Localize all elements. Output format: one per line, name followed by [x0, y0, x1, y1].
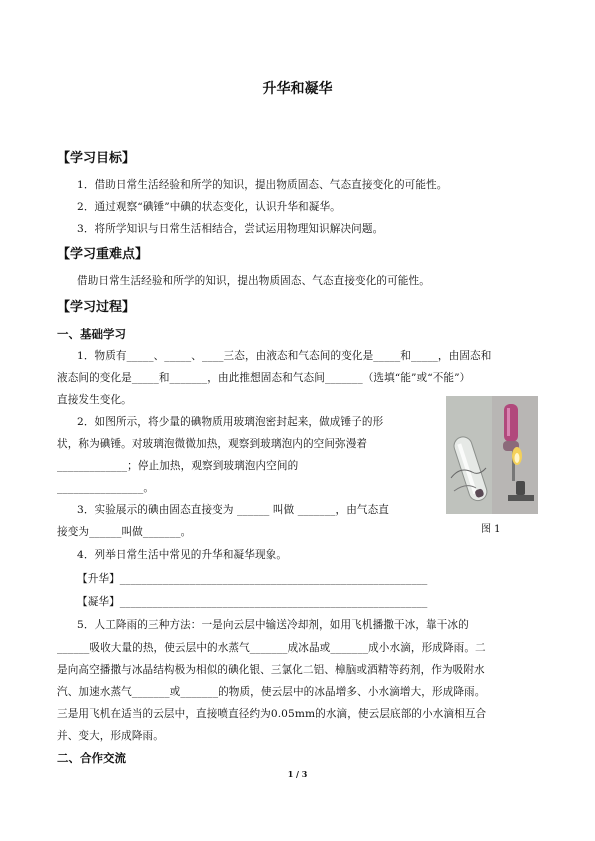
goal-item: 3．将所学知识与日常生活相结合，尝试运用物理知识解决问题。 — [77, 223, 384, 235]
goal-item: 2．通过观察“碘锤”中碘的状态变化，认识升华和凝华。 — [77, 201, 341, 213]
exercise-line: 接变为______叫做_______。 — [57, 526, 192, 538]
exercise-line: 2．如图所示，将少量的碘物质用玻璃泡密封起来，做成锤子的形 — [77, 416, 384, 428]
key-point-text: 借助日常生活经验和所学的知识，提出物质固态、气态直接变化的可能性。 — [77, 275, 430, 287]
exercise-line: 是向高空播撒与冰晶结构极为相似的碘化银、三氯化二铝、樟脑或酒精等药剂，作为吸附水 — [57, 664, 485, 676]
page-title: 升华和凝华 — [262, 81, 333, 97]
exercise-line: 液态间的变化是_____和_______，由此推想固态和气态间_______（选填“能”或“不能”） — [57, 372, 471, 384]
exercise-line: 5．人工降雨的三种方法：一是向云层中输送冷却剂，如用飞机播撒干冰，靠干冰的 — [77, 619, 469, 631]
desublimation-answer-line: 【凝华】_________________________________________________________ — [77, 596, 428, 608]
exercise-line: 4．列举日常生活中常见的升华和凝华现象。 — [77, 549, 288, 561]
exercise-line: 3．实验展示的碘由固态直接变为 ______ 叫做 _______，由气态直 — [77, 504, 389, 516]
goals-heading: 【学习目标】 — [57, 151, 136, 166]
exercise-line: _____________；停止加热，观察到玻璃泡内空间的 — [57, 460, 299, 472]
sublimation-answer-line: 【升华】_________________________________________________________ — [77, 573, 428, 585]
exercise-line: 状，称为碘锤。对玻璃泡微微加热，观察到玻璃泡内的空间弥漫着 — [57, 438, 368, 450]
page-number: 1 / 3 — [287, 769, 308, 779]
exercise-line: ________________。 — [57, 482, 155, 494]
exercise-line: 直接发生变化。 — [57, 394, 132, 406]
iodine-hammer-photo — [446, 396, 538, 514]
figure-caption: 图 1 — [481, 524, 501, 535]
process-heading: 【学习过程】 — [57, 300, 136, 315]
cooperation-heading: 二、合作交流 — [57, 751, 126, 765]
exercise-line: 并、变大，形成降雨。 — [57, 730, 164, 742]
exercise-line: 1．物质有_____、_____、____三态，由液态和气态间的变化是_____和_____，由固态和 — [77, 350, 492, 362]
key-points-heading: 【学习重难点】 — [57, 247, 149, 262]
exercise-line: 三是用飞机在适当的云层中，直接喷直径约为0.05mm的水滴，使云层底部的小水滴相互合 — [57, 708, 487, 720]
basic-learning-heading: 一、基础学习 — [57, 327, 126, 341]
exercise-line: ______吸收大量的热，使云层中的水蒸气_______成冰晶或_______成小水滴，形成降雨。二 — [57, 642, 486, 654]
goal-item: 1．借助日常生活经验和所学的知识，提出物质固态、气态直接变化的可能性。 — [77, 179, 448, 191]
exercise-line: 汽、加速水蒸气_______或_______的物质，使云层中的冰晶增多、小水滴增大，形成降雨。 — [57, 686, 486, 698]
